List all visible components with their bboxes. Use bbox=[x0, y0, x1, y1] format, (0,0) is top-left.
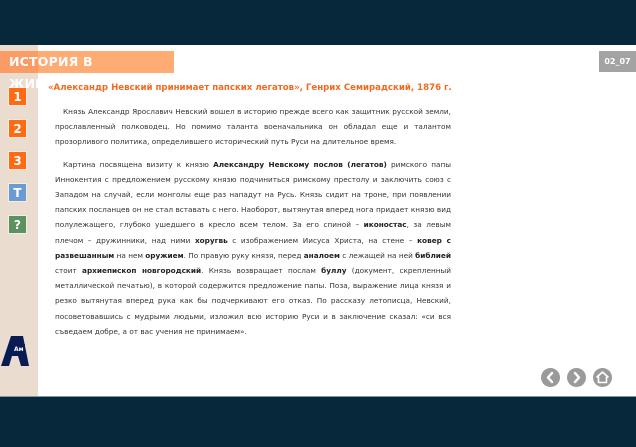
body-text bbox=[55, 104, 451, 339]
am-logo-icon bbox=[1, 336, 29, 366]
sidebar bbox=[0, 45, 38, 396]
nav-item-1[interactable]: 1 bbox=[8, 87, 27, 106]
nav-item-2[interactable]: 2 bbox=[8, 119, 27, 138]
bottom-bar bbox=[0, 396, 636, 447]
page-code: 02_07 bbox=[599, 51, 636, 72]
chevron-left-icon bbox=[541, 368, 560, 387]
next-button[interactable] bbox=[567, 368, 586, 387]
home-icon bbox=[593, 368, 612, 387]
chevron-right-icon bbox=[567, 368, 586, 387]
section-title: ИСТОРИЯ В ЖИВОПИСИ bbox=[9, 54, 98, 91]
nav-item-test[interactable]: Т bbox=[8, 183, 27, 202]
paragraph-2: Картина посвящена визиту к князю Александру Невскому послов (легатов) римского папы Иннокентия с предложением русскому князю подчиниться римскому престолу и заключить союз с Западом на случай, если монголы еще раз нападут на Русь. Князь сидит на троне, при появлении папских посланцев он не стал вставать с него. Наоборот, вытянутая вперед нога придает князю вид полулежащего, глубоко ушедшего в кресло всем телом. За его спиной – иконостас, за левым плечом – дружинники, над ними хоругвь с изображением Иисуса Христа, на стене – ковер с развешанным на нем оружием. По правую руку князя, перед аналоем с лежащей на ней библией стоит архиепископ новгородский. Князь возвращает послам буллу (документ, скрепленный металлической печатью), в которой содержится предложение папы. Поза, выражение лица князя и резко вытянутая вперед рука как бы подчеркивают его отказ. По рассказу летописца, Невский, посоветовавшись с мудрыми людьми, изложил всю историю Руси и в заключение сказал: «си вся съведаем добре, а от вас учения не принимаем». bbox=[55, 159, 452, 336]
prev-button[interactable] bbox=[541, 368, 560, 387]
paragraph-1: Князь Александр Ярославич Невский вошел в историю прежде всего как защитник русской земли, прославленный полководец. Но помимо таланта военачальника он обладал еще и талантом прозорливого политика, определившего исторический путь Руси на длительное время. bbox=[55, 107, 451, 147]
svg-text:Ам: Ам bbox=[14, 346, 24, 353]
top-bar bbox=[0, 0, 636, 45]
home-button[interactable] bbox=[593, 368, 612, 387]
nav-item-3[interactable]: 3 bbox=[8, 151, 27, 170]
nav-item-quiz[interactable]: ? bbox=[8, 215, 27, 234]
slide bbox=[0, 45, 636, 396]
section-title-bar bbox=[0, 51, 174, 91]
painting-heading: «Александр Невский принимает папских легатов», Генрих Семирадский, 1876 г. bbox=[48, 83, 452, 93]
